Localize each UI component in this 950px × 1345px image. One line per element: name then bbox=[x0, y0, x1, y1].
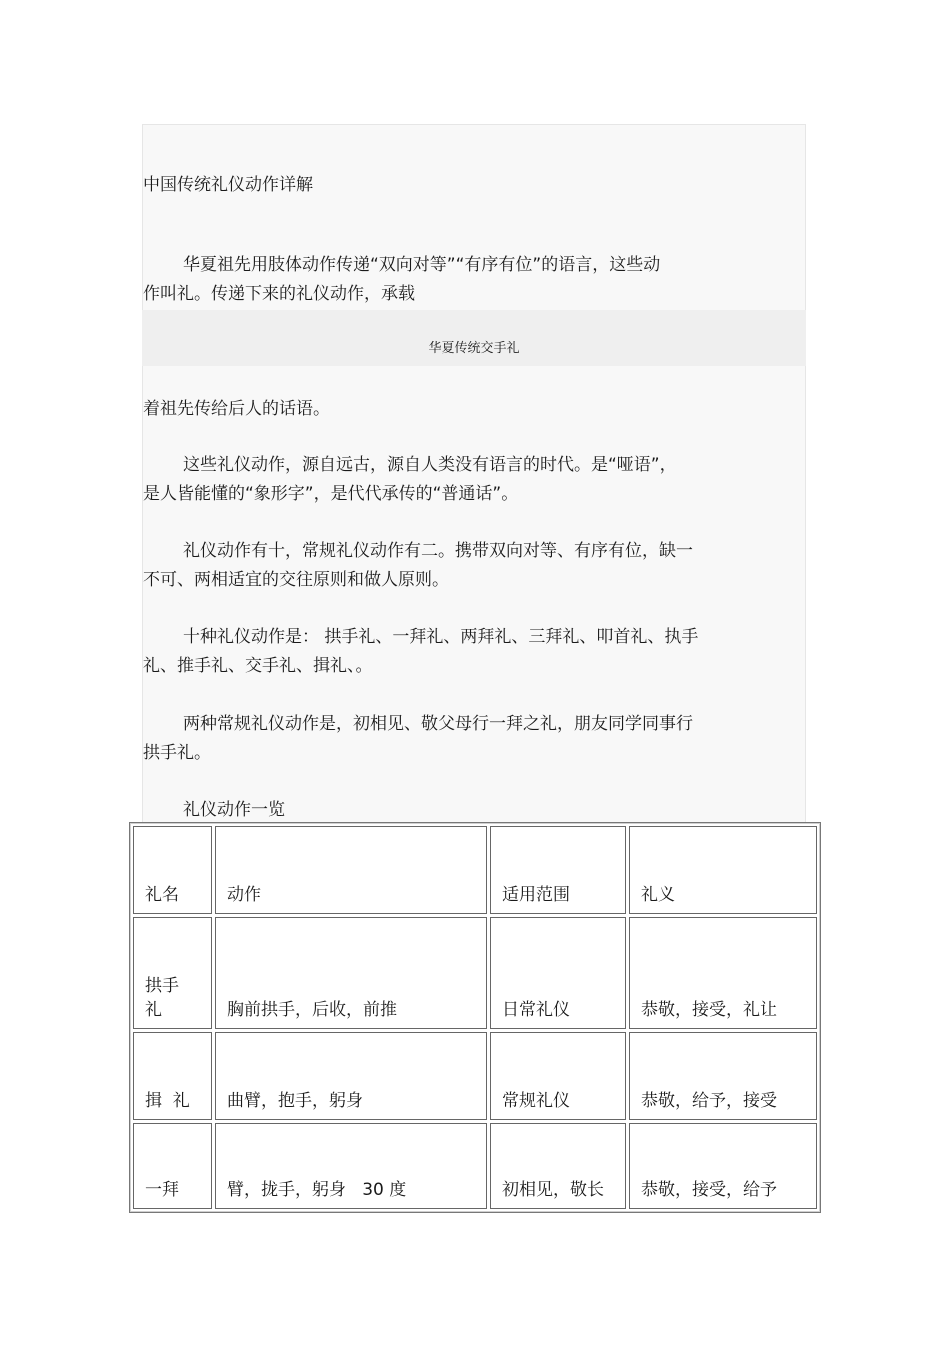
paragraph-4-line-2: 礼、推手礼、交手礼、揖礼、。 bbox=[143, 656, 373, 676]
header-cell-action: 动作 bbox=[215, 826, 487, 914]
intro-line-2: 作叫礼。传递下来的礼仪动作，承载 bbox=[143, 284, 415, 304]
table-cell-meaning: 恭敬，给予，接受 bbox=[629, 1032, 817, 1120]
table-header-row bbox=[133, 826, 817, 914]
intro-line-3: 着祖先传给后人的话语。 bbox=[143, 399, 330, 419]
intro-line-1: 华夏祖先用肢体动作传递“双向对等”“有序有位”的语言，这些动 bbox=[183, 255, 661, 275]
table-row bbox=[133, 1032, 817, 1120]
table-heading: 礼仪动作一览 bbox=[183, 800, 285, 820]
table-cell-action: 曲臂，抱手，躬身 bbox=[215, 1032, 487, 1120]
table-cell-scope: 初相见，敬长 bbox=[490, 1123, 626, 1209]
table-cell-action: 臂，拢手，躬身 30 度 bbox=[215, 1123, 487, 1209]
paragraph-5-line-1: 两种常规礼仪动作是，初相见、敬父母行一拜之礼，朋友同学同事行 bbox=[183, 714, 693, 734]
paragraph-5-line-2: 拱手礼。 bbox=[143, 743, 211, 763]
table-cell-name: 揖 礼 bbox=[133, 1032, 212, 1120]
header-cell-meaning: 礼义 bbox=[629, 826, 817, 914]
image-caption: 华夏传统交手礼 bbox=[428, 341, 520, 356]
header-cell-name: 礼名 bbox=[133, 826, 212, 914]
page-title: 中国传统礼仪动作详解 bbox=[143, 175, 313, 195]
table-cell-meaning: 恭敬，接受，礼让 bbox=[629, 917, 817, 1029]
header-cell-scope: 适用范围 bbox=[490, 826, 626, 914]
table-row bbox=[133, 1123, 817, 1209]
paragraph-3-line-1: 礼仪动作有十，常规礼仪动作有二。携带双向对等、有序有位，缺一 bbox=[183, 541, 693, 561]
paragraph-2-line-1: 这些礼仪动作，源自远古，源自人类没有语言的时代。是“哑语”， bbox=[183, 455, 677, 475]
table-cell-name bbox=[133, 917, 212, 1029]
table-cell-action: 胸前拱手，后收，前推 bbox=[215, 917, 487, 1029]
table-row bbox=[133, 917, 817, 1029]
rites-table bbox=[129, 822, 821, 1213]
table-cell-scope: 常规礼仪 bbox=[490, 1032, 626, 1120]
paragraph-3-line-2: 不可、两相适宜的交往原则和做人原则。 bbox=[143, 570, 449, 590]
table-cell-scope: 日常礼仪 bbox=[490, 917, 626, 1029]
table-cell-meaning: 恭敬，接受，给予 bbox=[629, 1123, 817, 1209]
image-caption-band bbox=[142, 310, 806, 366]
paragraph-4-line-1: 十种礼仪动作是： 拱手礼、一拜礼、两拜礼、三拜礼、叩首礼、执手 bbox=[183, 627, 699, 647]
table-cell-name: 一拜 bbox=[133, 1123, 212, 1209]
paragraph-2-line-2: 是人皆能懂的“象形字”，是代代承传的“普通话”。 bbox=[143, 484, 519, 504]
rite-name-text: 拱手礼 bbox=[145, 976, 179, 1020]
